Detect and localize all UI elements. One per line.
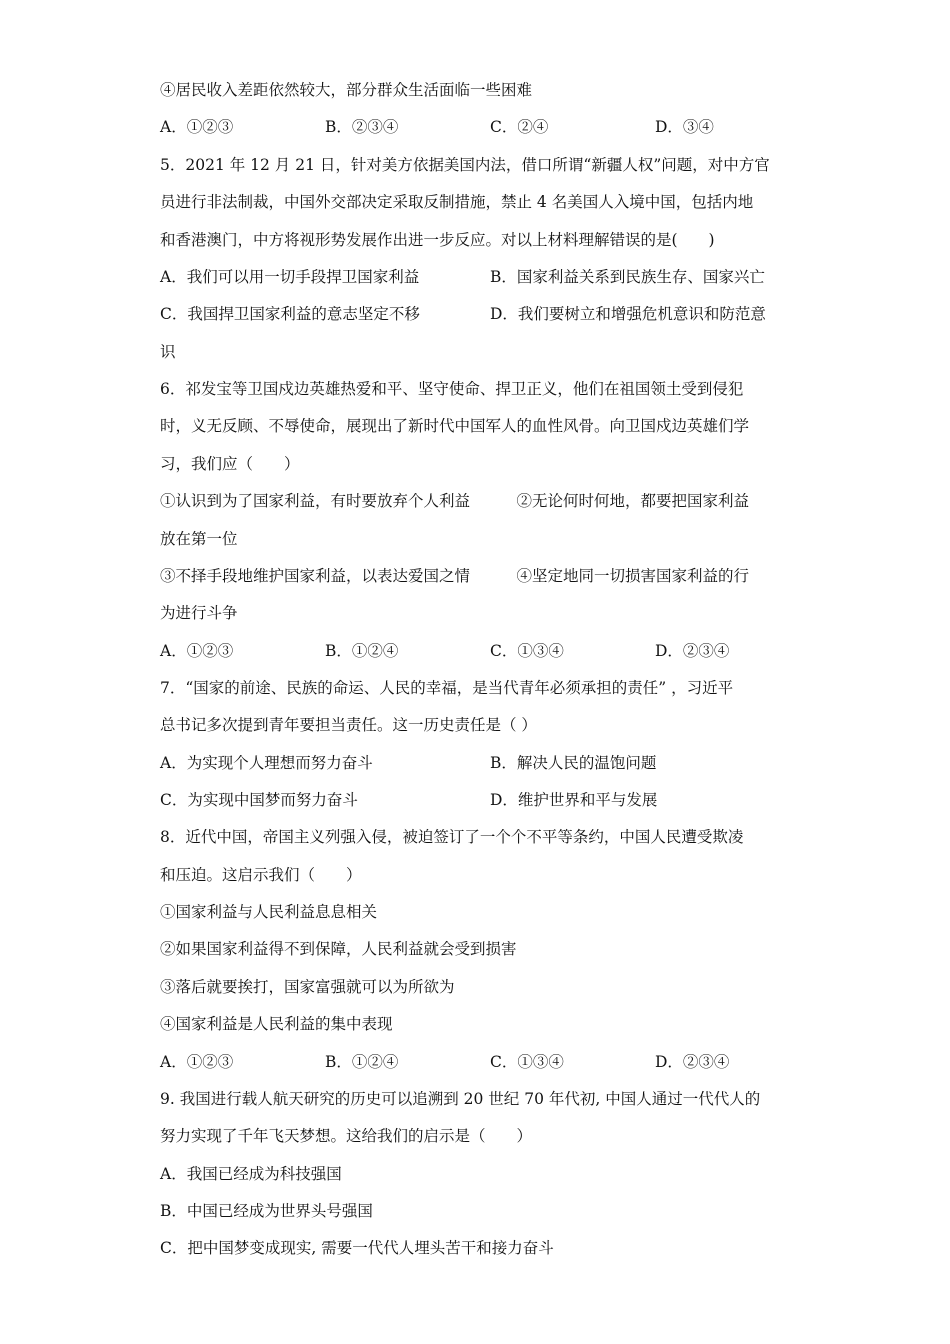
- q8-option-a[interactable]: A．①②③: [160, 1053, 234, 1071]
- q5-options-row-1: [160, 266, 800, 288]
- q6-options: [160, 640, 800, 662]
- q5-options-row-2: [160, 303, 800, 325]
- q4-option-c[interactable]: C．②④: [490, 118, 549, 136]
- q4-option-b[interactable]: B．②③④: [325, 118, 399, 136]
- q7-options-row-1: [160, 752, 800, 774]
- q5-option-d-cont: 识: [160, 343, 176, 361]
- q4-option-a[interactable]: A．①②③: [160, 118, 234, 136]
- q9-option-c[interactable]: C．把中国梦变成现实, 需要一代代人埋头苦干和接力奋斗: [160, 1239, 554, 1257]
- q6-option-c[interactable]: C．①③④: [490, 642, 564, 660]
- q5-option-b[interactable]: B．国家利益关系到民族生存、国家兴亡: [490, 268, 765, 286]
- q8-item-3: ③落后就要挨打，国家富强就可以为所欲为: [160, 978, 455, 996]
- q9-option-a[interactable]: A．我国已经成为科技强国: [160, 1165, 342, 1183]
- q6-option-a[interactable]: A．①②③: [160, 642, 234, 660]
- q6-items-3-4: ③不择手段地维护国家利益，以表达爱国之情 ④坚定地同一切损害国家利益的行: [160, 567, 750, 585]
- q7-option-b[interactable]: B．解决人民的温饱问题: [490, 754, 657, 772]
- q5-option-a[interactable]: A．我们可以用一切手段捍卫国家利益: [160, 268, 420, 286]
- q8-option-d[interactable]: D．②③④: [655, 1053, 730, 1071]
- q8-item-2: ②如果国家利益得不到保障，人民利益就会受到损害: [160, 940, 517, 958]
- q8-options: [160, 1051, 800, 1073]
- q8-option-c[interactable]: C．①③④: [490, 1053, 564, 1071]
- q5-stem-line-1: 5．2021 年 12 月 21 日，针对美方依据美国内法，借口所谓“新疆人权”问题，对中方官: [160, 156, 770, 174]
- q5-option-d[interactable]: D．我们要树立和增强危机意识和防范意: [490, 305, 766, 323]
- q8-stem-line-1: 8．近代中国，帝国主义列强入侵，被迫签订了一个个不平等条约，中国人民遭受欺凌: [160, 828, 744, 846]
- q7-option-d[interactable]: D．维护世界和平与发展: [490, 791, 658, 809]
- q9-stem-line-1: 9. 我国进行载人航天研究的历史可以追溯到 20 世纪 70 年代初, 中国人通过一代代人的: [160, 1090, 761, 1108]
- q5-stem-line-2: 员进行非法制裁，中国外交部决定采取反制措施，禁止 4 名美国人入境中国，包括内地: [160, 193, 754, 211]
- q7-option-c[interactable]: C．为实现中国梦而努力奋斗: [160, 791, 358, 809]
- q4-options: [160, 116, 800, 138]
- q7-stem-line-1: 7．“国家的前途、民族的命运、人民的幸福，是当代青年必须承担的责任” ，习近平: [160, 679, 734, 697]
- q6-option-b[interactable]: B．①②④: [325, 642, 399, 660]
- q8-item-4: ④国家利益是人民利益的集中表现: [160, 1015, 393, 1033]
- q8-stem-line-2: 和压迫。这启示我们（ ）: [160, 866, 362, 884]
- q8-item-1: ①国家利益与人民利益息息相关: [160, 903, 378, 921]
- q5-stem-line-3: 和香港澳门，中方将视形势发展作出进一步反应。对以上材料理解错误的是( ): [160, 231, 715, 249]
- q6-stem-line-1: 6．祁发宝等卫国戍边英雄热爱和平、坚守使命、捍卫正义，他们在祖国领土受到侵犯: [160, 380, 744, 398]
- q6-item2-cont: 放在第一位: [160, 530, 238, 548]
- q7-stem-line-2: 总书记多次提到青年要担当责任。这一历史责任是（ ）: [160, 716, 537, 734]
- q7-option-a[interactable]: A．为实现个人理想而努力奋斗: [160, 754, 373, 772]
- q9-option-b[interactable]: B．中国已经成为世界头号强国: [160, 1202, 373, 1220]
- q6-stem-line-2: 时，义无反顾、不辱使命，展现出了新时代中国军人的血性风骨。向卫国戍边英雄们学: [160, 417, 750, 435]
- q6-stem-line-3: 习，我们应（ ）: [160, 455, 300, 473]
- q8-option-b[interactable]: B．①②④: [325, 1053, 399, 1071]
- q7-options-row-2: [160, 789, 800, 811]
- q6-items-1-2: ①认识到为了国家利益，有时要放弃个人利益 ②无论何时何地，都要把国家利益: [160, 492, 750, 510]
- q9-stem-line-2: 努力实现了千年飞天梦想。这给我们的启示是（ ）: [160, 1127, 533, 1145]
- q6-option-d[interactable]: D．②③④: [655, 642, 730, 660]
- q6-item4-cont: 为进行斗争: [160, 604, 238, 622]
- q4-option-d[interactable]: D．③④: [655, 118, 714, 136]
- q5-option-c[interactable]: C．我国捍卫国家利益的意志坚定不移: [160, 305, 420, 323]
- q4-item4: ④居民收入差距依然较大，部分群众生活面临一些困难: [160, 81, 533, 99]
